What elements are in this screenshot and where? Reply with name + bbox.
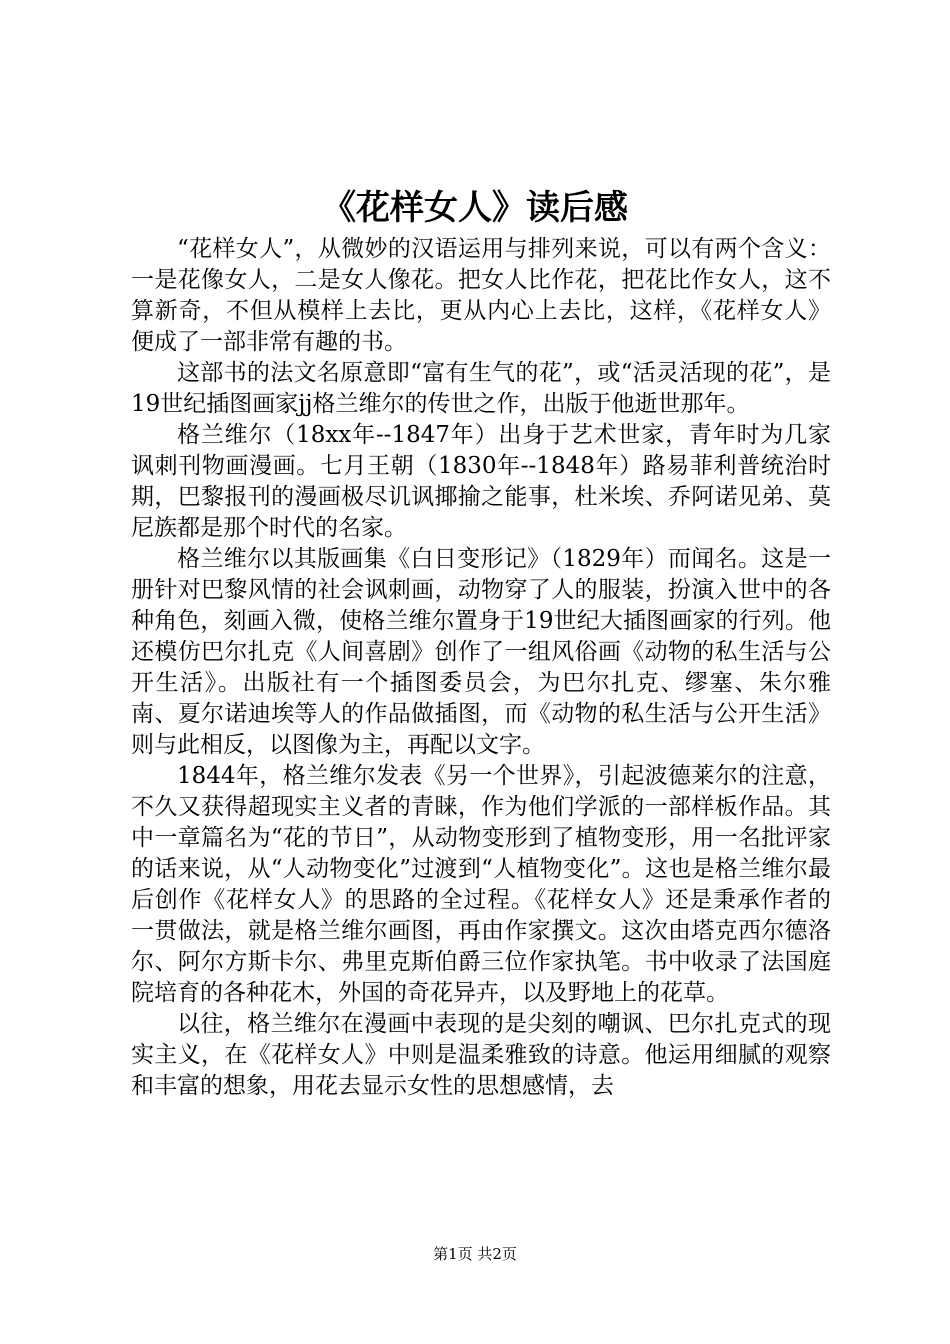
paragraph: 以往，格兰维尔在漫画中表现的是尖刻的嘲讽、巴尔扎克式的现实主义，在《花样女人》中则是温柔雅致的诗意。他运用细腻的观察和丰富的想象，用花去显示女性的思想感情，去 — [131, 1011, 831, 1099]
paragraph: “花样女人”，从微妙的汉语运用与排列来说，可以有两个含义：一是花像女人，二是女人像花。把女人比作花，把花比作女人，这不算新奇，不但从模样上去比，更从内心上去比，这样，《花样女人》便成了一部非常有趣的书。 — [131, 236, 831, 355]
document-body — [131, 234, 831, 1102]
paragraph: 格兰维尔以其版画集《白日变形记》（1829年）而闻名。这是一册针对巴黎风情的社会讽刺画，动物穿了人的服装，扮演入世中的各种角色，刻画入微，使格兰维尔置身于19世纪大插图画家的行列。他还模仿巴尔扎克《人间喜剧》创作了一组风俗画《动物的私生活与公开生活》。出版社有一个插图委员会，为巴尔扎克、缪塞、朱尔雅南、夏尔诺迪埃等人的作品做插图，而《动物的私生活与公开生活》则与此相反，以图像为主，再配以文字。 — [131, 546, 831, 758]
paragraph: 1844年，格兰维尔发表《另一个世界》，引起波德莱尔的注意，不久又获得超现实主义者的青睐，作为他们学派的一部样板作品。其中一章篇名为“花的节日”，从动物变形到了植物变形，用一名批评家的话来说，从“人动物变化”过渡到“人植物变化”。这也是格兰维尔最后创作《花样女人》的思路的全过程。《花样女人》还是秉承作者的一贯做法，就是格兰维尔画图，再由作家撰文。这次由塔克西尔德洛尔、阿尔方斯卡尔、弗里克斯伯爵三位作家执笔。书中收录了法国庭院培育的各种花木，外国的奇花异卉，以及野地上的花草。 — [131, 763, 831, 1006]
document-title: 《花样女人》读后感 — [322, 188, 628, 228]
page-number: 第1页 共2页 — [433, 1245, 517, 1263]
page-footer — [0, 1243, 950, 1264]
paragraph: 格兰维尔（18xx年--1847年）出身于艺术世家，青年时为几家讽刺刊物画漫画。七月王朝（1830年--1848年）路易菲利普统治时期，巴黎报刊的漫画极尽讥讽揶揄之能事，杜米埃、乔阿诺见弟、莫尼族都是那个时代的名家。 — [131, 422, 831, 541]
paragraph: 这部书的法文名原意即“富有生气的花”，或“活灵活现的花”，是19世纪插图画家jj格兰维尔的传世之作，出版于他逝世那年。 — [131, 360, 831, 417]
